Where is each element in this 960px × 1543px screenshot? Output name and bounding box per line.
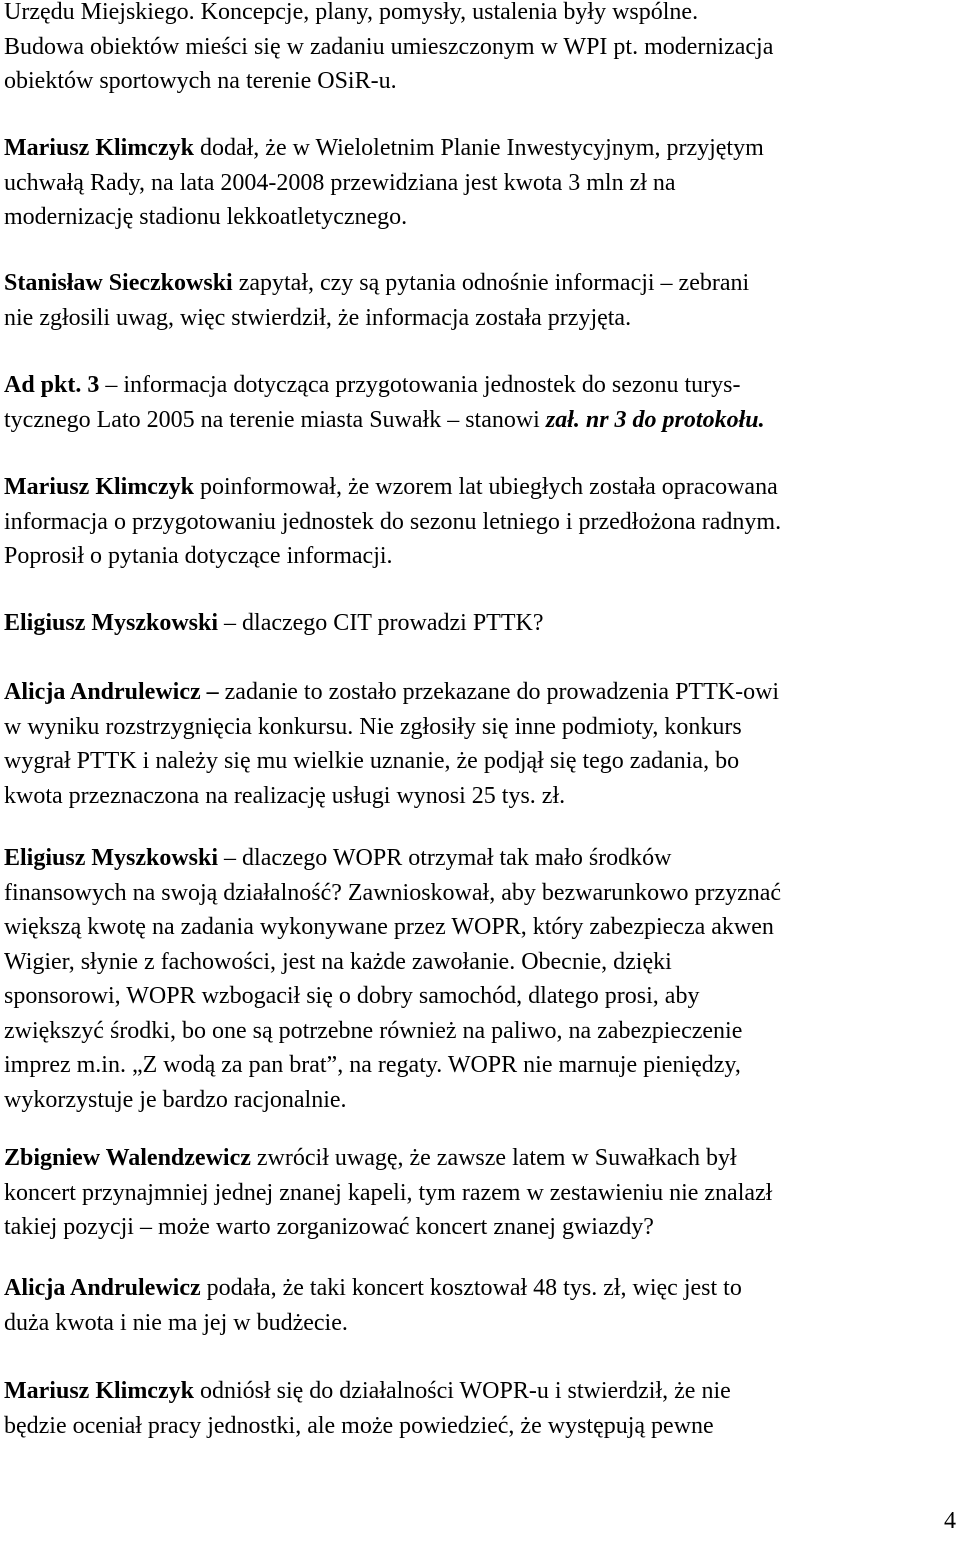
text: poinformował, że wzorem lat ubiegłych została opracowana xyxy=(193,474,778,500)
speaker-name: Mariusz Klimczyk xyxy=(4,474,194,500)
speaker-name: Eligiusz Myszkowski xyxy=(4,845,219,871)
speaker-name: Zbigniew Walendzewicz xyxy=(4,1145,251,1171)
agenda-item-label: Ad pkt. 3 xyxy=(4,372,100,398)
text: Budowa obiektów mieści się w zadaniu umieszczonym w WPI pt. modernizacja xyxy=(4,33,774,60)
paragraph xyxy=(4,1271,958,1340)
paragraph xyxy=(4,368,958,437)
text: będzie oceniał pracy jednostki, ale może powiedzieć, że występują pewne xyxy=(4,1412,714,1439)
text: Urzędu Miejskiego. Koncepcje, plany, pomysły, ustalenia były wspólne. xyxy=(4,0,699,25)
paragraph xyxy=(4,131,958,235)
text: obiektów sportowych na terenie OSiR-u. xyxy=(4,68,397,94)
text: sponsorowi, WOPR wzbogacił się o dobry samochód, dlatego prosi, aby xyxy=(4,983,700,1009)
text: koncert przynajmniej jednej znanej kapeli, tym razem w zestawieniu nie znalazł xyxy=(4,1179,773,1206)
text: – dlaczego CIT prowadzi PTTK? xyxy=(218,610,544,636)
text: uchwałą Rady, na lata 2004-2008 przewidziana jest kwota 3 mln zł na xyxy=(4,169,676,196)
text: wygrał PTTK i należy się mu wielkie uznanie, że podjął się tego zadania, bo xyxy=(4,748,740,774)
paragraph xyxy=(4,1374,958,1443)
text: kwota przeznaczona na realizację usługi wynosi 25 tys. zł. xyxy=(4,782,566,809)
text: modernizację stadionu lekkoatletycznego. xyxy=(4,204,408,230)
text: zwiększyć środki, bo one są potrzebne również na paliwo, na zabezpieczenie xyxy=(4,1017,743,1044)
paragraph xyxy=(4,266,958,335)
text: nie zgłosili uwag, więc stwierdził, że informacja została przyjęta. xyxy=(4,304,632,331)
paragraph xyxy=(4,675,958,813)
text: takiej pozycji – może warto zorganizować koncert znanej gwiazdy? xyxy=(4,1214,654,1240)
paragraph xyxy=(4,841,958,1117)
text: zadanie to zostało przekazane do prowadzenia PTTK-owi xyxy=(218,679,780,705)
text: większą kwotę na zadania wykonywane przez WOPR, który zabezpiecza akwen xyxy=(4,914,774,940)
text: dodał, że w Wieloletnim Planie Inwestycyjnym, przyjętym xyxy=(193,135,764,161)
text: informacja o przygotowaniu jednostek do sezonu letniego i przedłożona radnym. xyxy=(4,508,782,535)
text: finansowych na swoją działalność? Zawnioskował, aby bezwarunkowo przyznać xyxy=(4,879,782,906)
text: Poprosił o pytania dotyczące informacji. xyxy=(4,543,393,569)
speaker-name: Alicja Andrulewicz xyxy=(4,1275,201,1301)
paragraph xyxy=(4,1141,958,1245)
text: – informacja dotycząca przygotowania jednostek do sezonu turys- xyxy=(99,372,741,398)
paragraph xyxy=(4,470,958,574)
text: zwrócił uwagę, że zawsze latem w Suwałkach był xyxy=(250,1145,737,1171)
speaker-name: Mariusz Klimczyk xyxy=(4,135,194,161)
speaker-name: Alicja Andrulewicz – xyxy=(4,679,219,705)
text: tycznego Lato 2005 na terenie miasta Suwałk – stanowi xyxy=(4,406,546,433)
text: podała, że taki koncert kosztował 48 tys. zł, więc jest to xyxy=(200,1275,742,1301)
text: duża kwota i nie ma jej w budżecie. xyxy=(4,1309,348,1336)
attachment-reference: zał. nr 3 do protokołu. xyxy=(545,406,765,433)
page-number: 4 xyxy=(944,1508,956,1534)
text: zapytał, czy są pytania odnośnie informacji – zebrani xyxy=(232,270,750,296)
text: wykorzystuje je bardzo racjonalnie. xyxy=(4,1086,347,1113)
paragraph xyxy=(4,0,958,99)
text: – dlaczego WOPR otrzymał tak mało środków xyxy=(218,845,672,871)
speaker-name: Stanisław Sieczkowski xyxy=(4,270,233,296)
speaker-name: Eligiusz Myszkowski xyxy=(4,610,219,636)
text: odniósł się do działalności WOPR-u i stwierdził, że nie xyxy=(193,1378,731,1404)
text: imprez m.in. „Z wodą za pan brat”, na regaty. WOPR nie marnuje pieniędzy, xyxy=(4,1052,741,1078)
text: w wyniku rozstrzygnięcia konkursu. Nie zgłosiły się inne podmioty, konkurs xyxy=(4,713,742,740)
text: Wigier, słynie z fachowości, jest na każde zawołanie. Obecnie, dzięki xyxy=(4,948,672,975)
speaker-name: Mariusz Klimczyk xyxy=(4,1378,194,1404)
paragraph xyxy=(4,606,958,641)
